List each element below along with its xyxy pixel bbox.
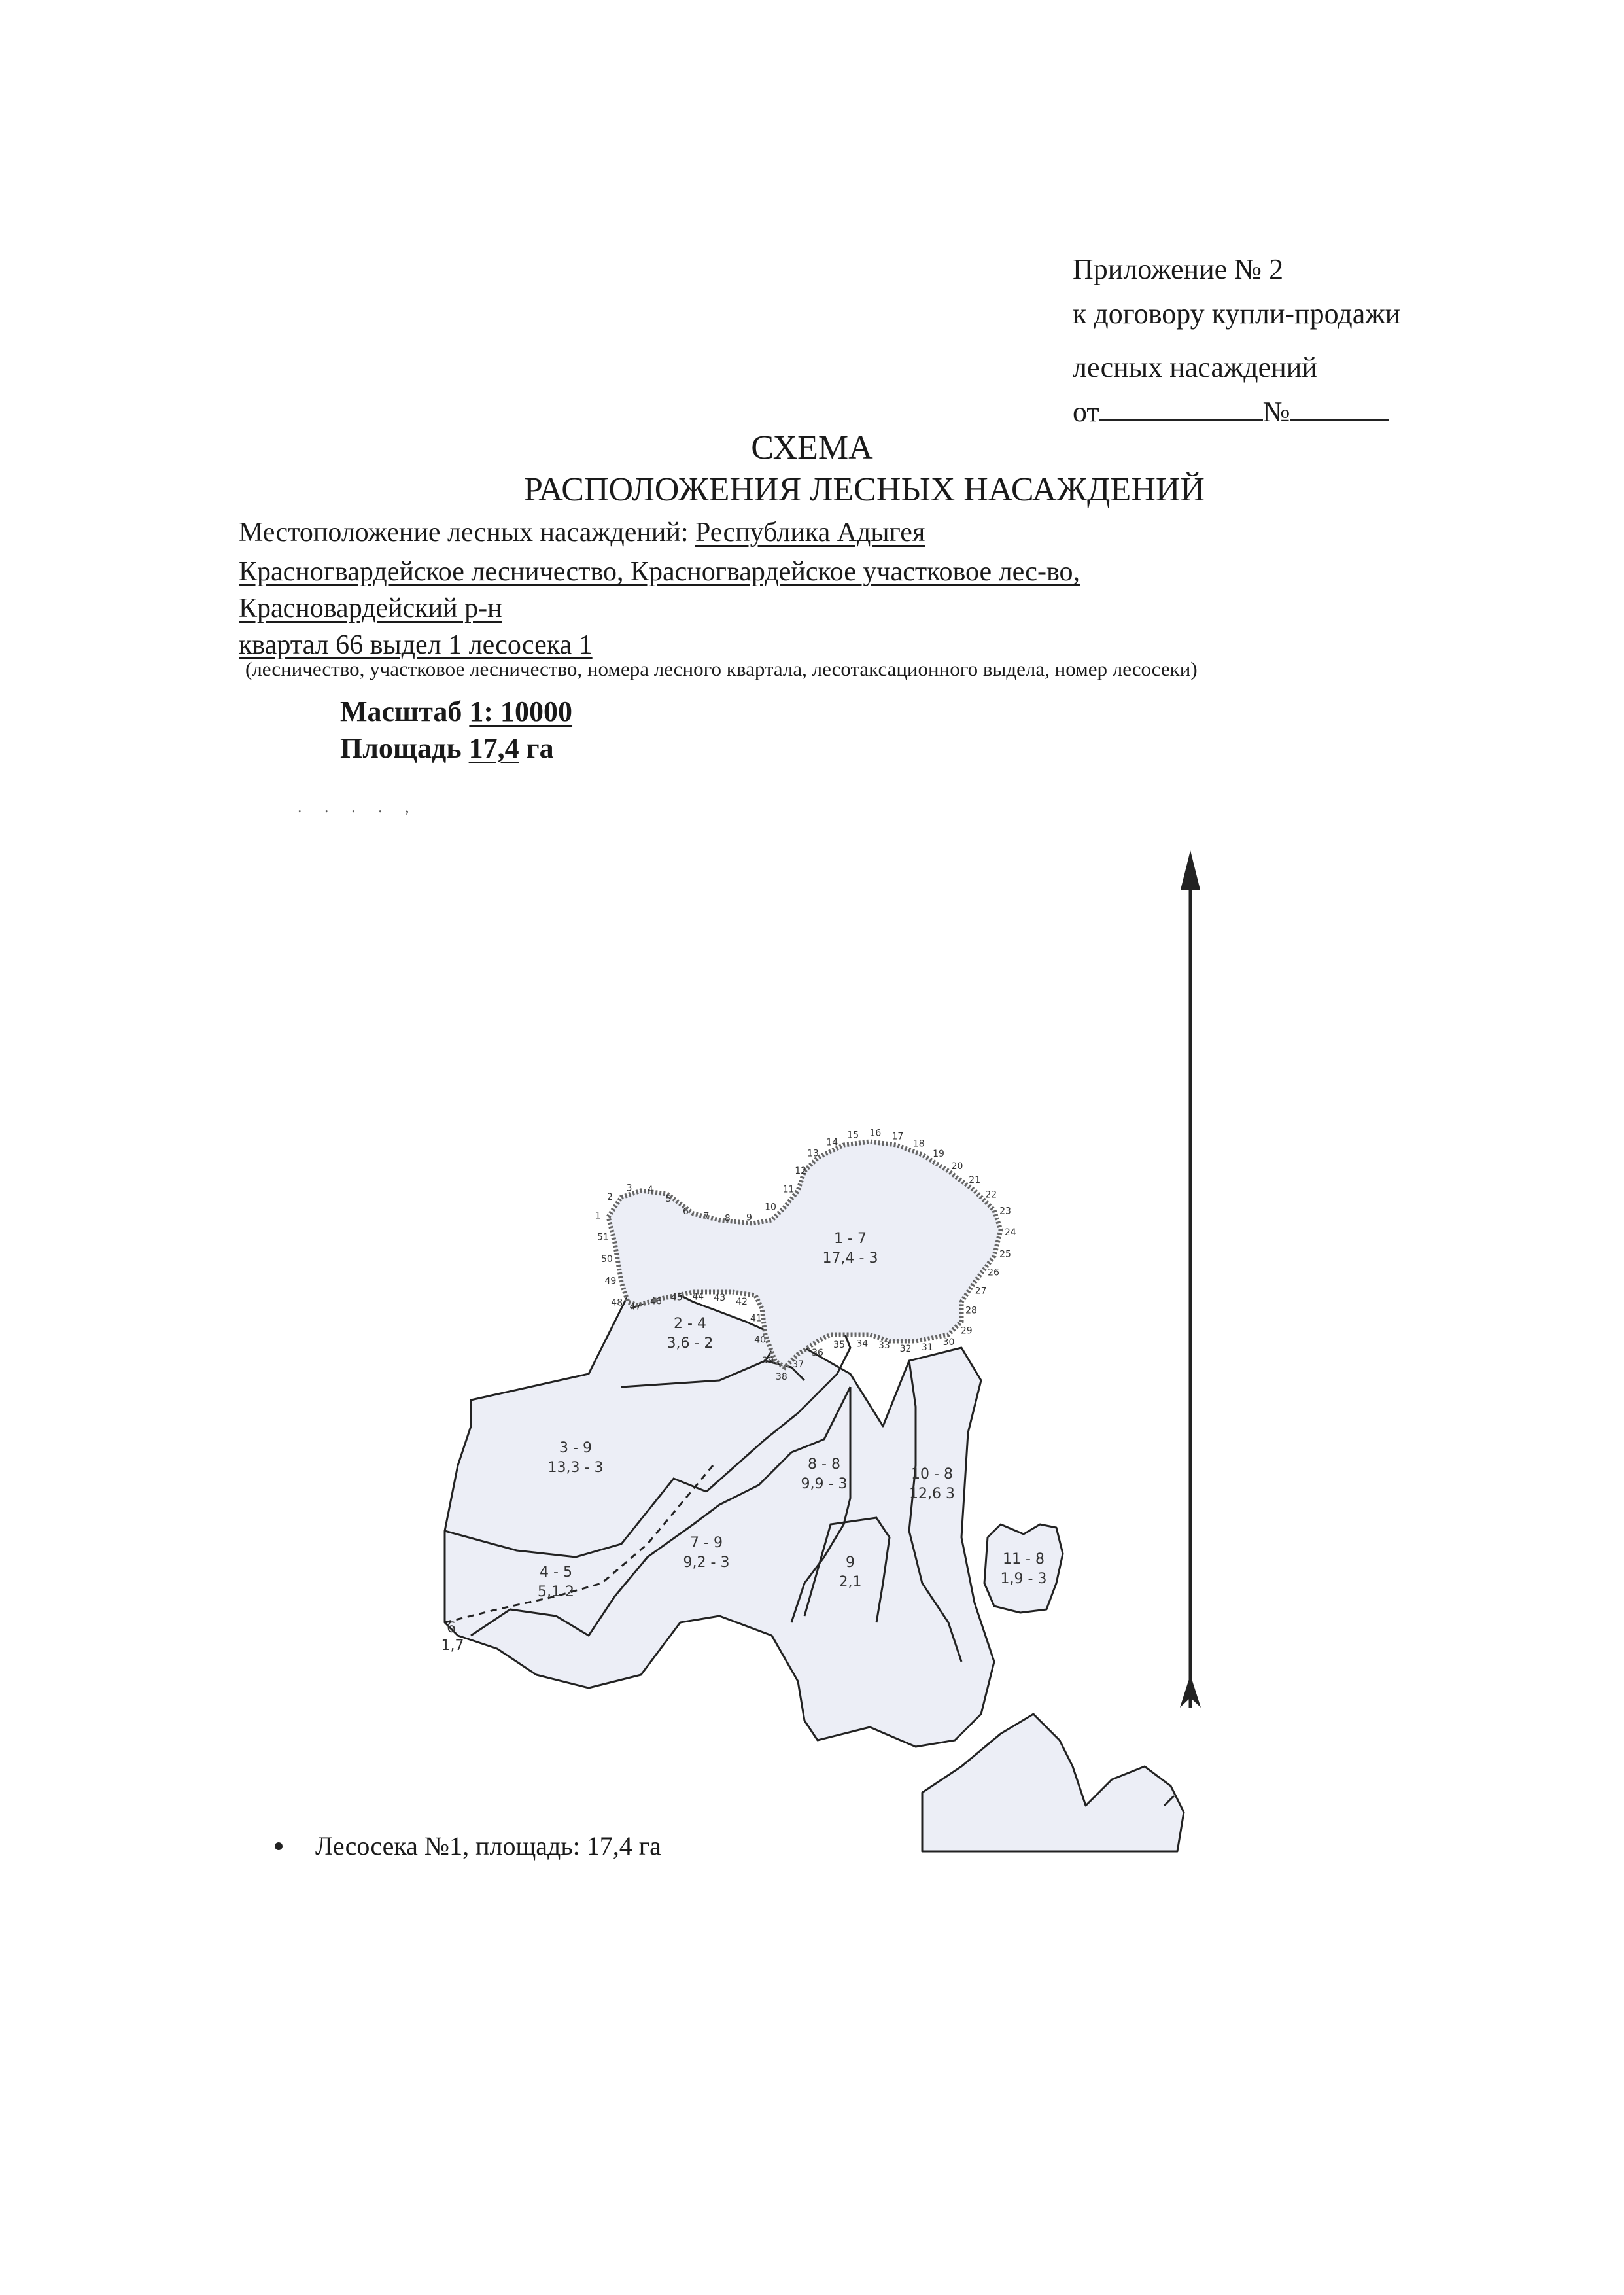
parcel-9-id: 9 [846,1554,855,1571]
parcel-10-info: 12,6 3 [909,1486,955,1502]
location-label: Местоположение лесных насаждений: [239,517,695,548]
parcel-6-id: 6 [447,1620,456,1636]
north-arrow [1180,850,1201,1708]
boundary-point-26: 26 [988,1267,999,1278]
legend-text: Лесосека №1, площадь: 17,4 га [315,1831,661,1861]
boundary-point-1: 1 [595,1210,601,1221]
parcel-6-info: 1,7 [441,1638,464,1654]
boundary-point-3: 3 [626,1183,632,1194]
appendix-number: Приложение № 2 [1073,253,1284,285]
document-title: СХЕМА [751,429,873,466]
boundary-point-51: 51 [596,1232,609,1243]
boundary-point-48: 48 [611,1297,623,1308]
parcel-1-id: 1 - 7 [834,1231,867,1247]
boundary-point-47: 47 [629,1301,642,1312]
boundary-point-46: 46 [649,1296,662,1307]
number-sign: № [1262,396,1290,428]
boundary-point-44: 44 [692,1291,704,1303]
document-subtitle: РАСПОЛОЖЕНИЯ ЛЕСНЫХ НАСАЖДЕНИЙ [524,471,1205,508]
parcel-4-id: 4 - 5 [540,1564,572,1581]
boundary-point-36: 36 [812,1348,823,1359]
boundary-point-8: 8 [724,1213,731,1224]
parcel-7-info: 9,2 - 3 [683,1554,730,1571]
date-prefix: от [1073,396,1099,428]
boundary-point-16: 16 [869,1128,882,1139]
scale-value: 1: 10000 [469,695,573,727]
boundary-point-19: 19 [933,1149,944,1160]
boundary-point-18: 18 [912,1138,925,1149]
parcel-8-info: 9,9 - 3 [801,1476,848,1492]
boundary-point-24: 24 [1004,1227,1016,1238]
boundary-point-14: 14 [826,1137,838,1148]
location-caption: (лесничество, участковое лесничество, номера лесного квартала, лесотаксационного выдела, номер лесосеки) [245,657,1198,680]
boundary-point-39: 39 [762,1356,774,1367]
boundary-point-45: 45 [670,1292,683,1303]
boundary-point-35: 35 [833,1340,846,1350]
boundary-point-6: 6 [682,1206,689,1217]
location-region: Республика Адыгея [695,517,925,548]
parcel-11 [984,1524,1063,1613]
legend-bullet-icon [275,1842,283,1850]
location-forestry: Красногвардейское лесничество, Красногвардейское участковое лес-во, [239,557,1080,587]
area-unit: га [519,732,554,764]
parcel-7-id: 7 - 9 [690,1535,723,1551]
boundary-point-43: 43 [714,1292,726,1303]
boundary-point-13: 13 [807,1148,819,1159]
location-plot: квартал 66 выдел 1 лесосека 1 [239,630,593,660]
boundary-point-28: 28 [965,1305,977,1316]
boundary-point-38: 38 [775,1372,787,1383]
boundary-point-49: 49 [604,1276,617,1287]
boundary-point-37: 37 [792,1359,804,1371]
boundary-point-30: 30 [942,1337,955,1348]
scale-label: Масштаб [340,695,470,727]
boundary-point-31: 31 [921,1342,933,1353]
scan-dots: . . . . , [298,797,419,816]
boundary-point-33: 33 [878,1340,890,1352]
boundary-point-4: 4 [647,1184,653,1195]
location-district: Красновардейский р-н [239,593,502,623]
boundary-point-7: 7 [703,1211,710,1222]
boundary-point-29: 29 [960,1325,973,1337]
boundary-point-27: 27 [975,1286,987,1297]
parcel-2-info: 3,6 - 2 [666,1335,714,1352]
boundary-point-42: 42 [736,1296,748,1307]
boundary-point-2: 2 [607,1191,613,1202]
boundary-point-20: 20 [951,1161,963,1172]
appendix-contract: к договору купли-продажи [1073,298,1401,330]
appendix-subject: лесных насаждений [1073,351,1317,383]
parcel-11-info: 1,9 - 3 [1000,1571,1047,1587]
parcel-9-info: 2,1 [838,1574,862,1590]
area-label: Площадь [340,732,469,764]
boundary-point-10: 10 [765,1202,776,1213]
parcel-2-id: 2 - 4 [674,1316,706,1332]
parcel-11-id: 11 - 8 [1003,1551,1045,1568]
boundary-point-15: 15 [847,1130,859,1141]
parcel-8-id: 8 - 8 [808,1456,840,1473]
parcel-3-id: 3 - 9 [559,1440,592,1456]
boundary-point-17: 17 [891,1131,904,1142]
parcel-10-id: 10 - 8 [911,1466,953,1482]
boundary-point-22: 22 [985,1189,997,1200]
boundary-point-12: 12 [795,1166,807,1177]
boundary-point-50: 50 [600,1253,613,1265]
boundary-point-5: 5 [665,1194,672,1205]
boundary-point-25: 25 [999,1249,1011,1260]
boundary-point-11: 11 [782,1184,795,1195]
legend [275,1831,661,1861]
parcel-4-info: 5,1 2 [538,1584,574,1600]
parcel-1-info: 17,4 - 3 [822,1250,878,1267]
parcel-3-info: 13,3 - 3 [547,1460,604,1476]
boundary-point-23: 23 [999,1206,1011,1217]
boundary-point-9: 9 [746,1212,752,1223]
area-value: 17,4 [468,732,519,764]
boundary-point-34: 34 [856,1339,869,1350]
boundary-point-32: 32 [899,1344,912,1355]
boundary-point-41: 41 [750,1313,762,1324]
boundary-point-40: 40 [754,1335,767,1346]
boundary-point-21: 21 [969,1174,981,1185]
